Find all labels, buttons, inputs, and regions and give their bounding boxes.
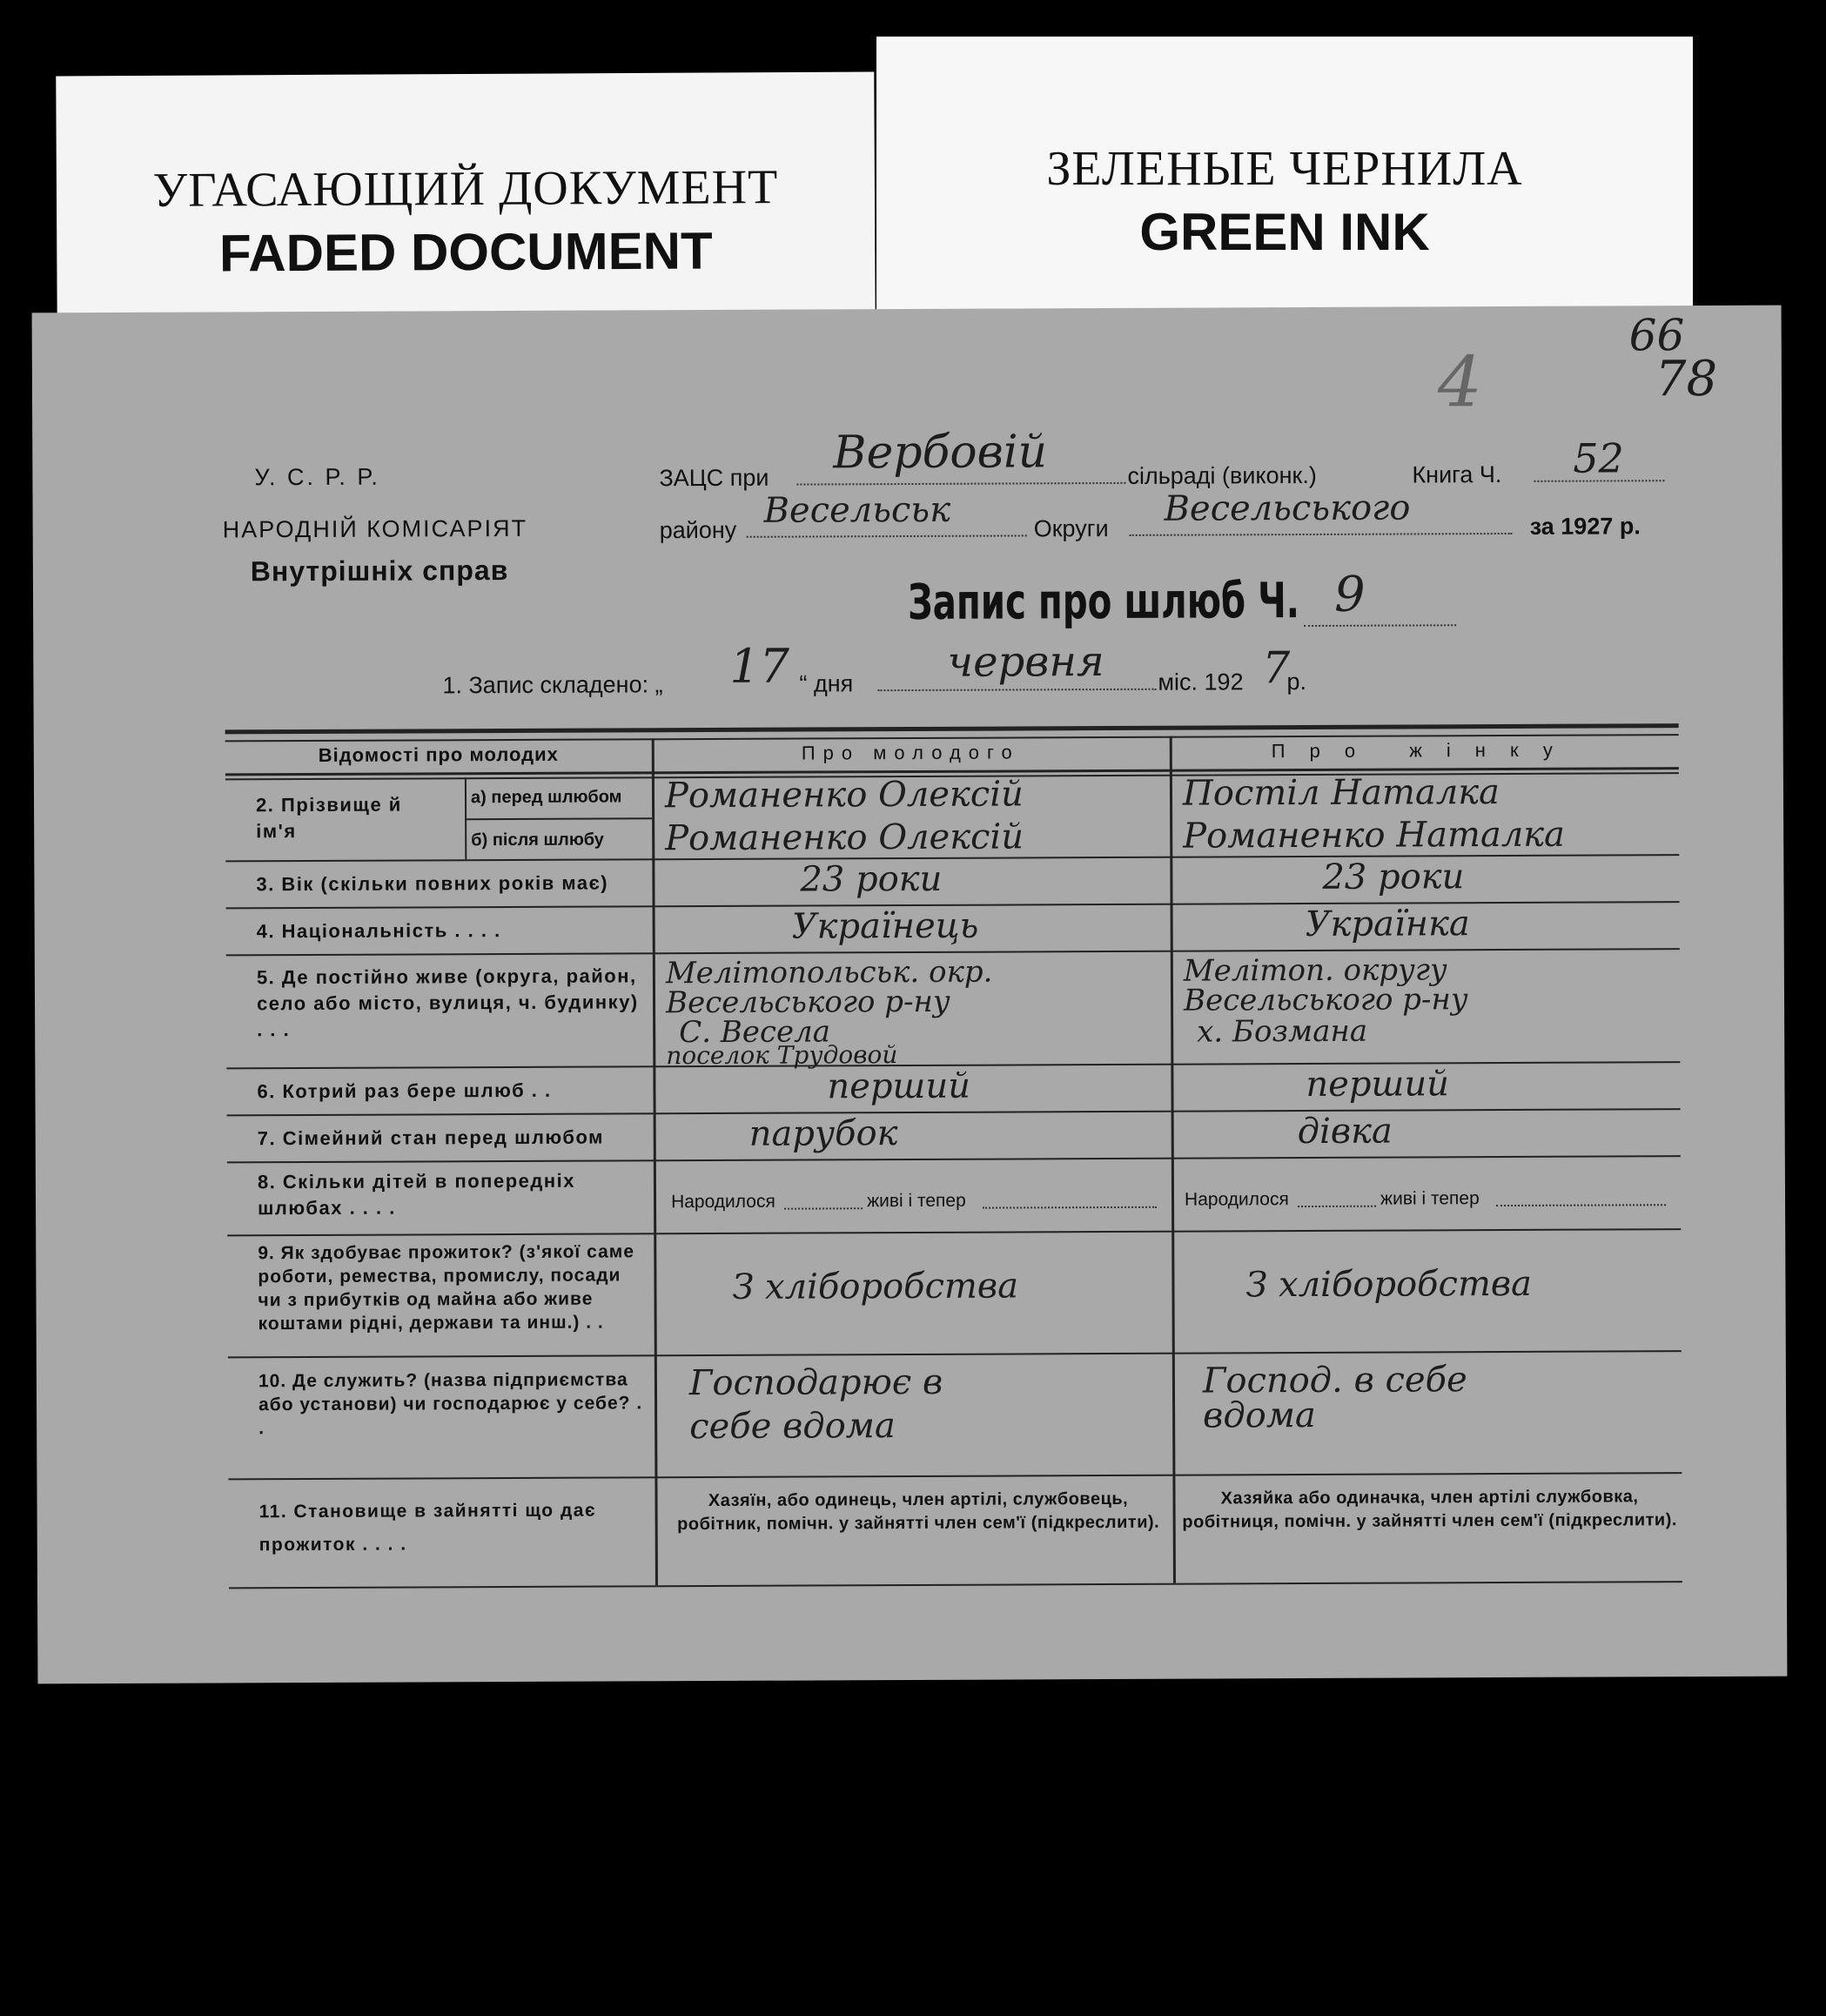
corner-mark-seventy-eight: 78 bbox=[1655, 350, 1718, 408]
okrug-value: Весельського bbox=[1164, 487, 1411, 529]
day-value: 17 bbox=[729, 638, 790, 694]
marriage-record-sheet bbox=[32, 306, 1788, 1684]
record-title: Запис про шлюб Ч. bbox=[907, 573, 1300, 632]
zags-label: ЗАЦС при bbox=[659, 464, 769, 492]
bride-employment-line1: Господ. в себе bbox=[1202, 1360, 1467, 1401]
row-marital-status-label: 7. Сімейний стан перед шлюбом bbox=[257, 1126, 604, 1150]
groom-residence-line3: С. Весела bbox=[679, 1014, 831, 1051]
council-label: сільраді (виконк.) bbox=[1127, 461, 1317, 489]
book-label: Книга Ч. bbox=[1412, 461, 1502, 488]
row-occupation-status-label: 11. Становище в зайнятті що дає прожиток . . . . bbox=[258, 1500, 597, 1556]
day-label: “ дня bbox=[799, 670, 854, 697]
row-marriage-count-label: 6. Котрий раз бере шлюб . . bbox=[257, 1079, 552, 1103]
label-green-en: GREEN INK bbox=[1139, 203, 1430, 261]
label-green-ru: ЗЕЛЕНЫЕ ЧЕРНИЛА bbox=[1046, 142, 1523, 196]
composed-label: 1. Запис складено: „ bbox=[442, 671, 663, 699]
faded-document-label bbox=[56, 72, 876, 329]
groom-employment-line1: Господарює в bbox=[688, 1361, 943, 1404]
green-ink-label bbox=[876, 37, 1693, 315]
column-header-info: Відомості про молодих bbox=[318, 743, 559, 766]
district-value: Весельськ bbox=[763, 489, 951, 531]
groom-residence-line1: Мелітопольськ. окр. bbox=[665, 954, 993, 991]
bride-marital-status: дівка bbox=[1297, 1111, 1393, 1152]
okrug-label: Округи bbox=[1033, 514, 1109, 542]
marriage-form-table bbox=[225, 723, 1683, 1665]
row-employment-label: 10. Де служить? (назва підприємства або установи) чи господарює у себе? . . bbox=[258, 1369, 643, 1439]
row-nationality-label: 4. Національність . . . . bbox=[256, 919, 501, 943]
zags-village: Вербовій bbox=[833, 426, 1048, 480]
corner-mark-four: 4 bbox=[1437, 341, 1483, 423]
year-digit: 7 bbox=[1262, 642, 1291, 694]
month-label: міс. 192 bbox=[1158, 669, 1244, 696]
district-label: району bbox=[659, 516, 737, 544]
groom-occupation-status: Хазяїн, або одинець, член артілі, службовець, робітник, помічн. у зайнятті член сем'ї (підкреслити). bbox=[677, 1488, 1160, 1535]
bride-residence-line2: Весельського р-ну bbox=[1183, 982, 1468, 1018]
bride-name-after: Романенко Наталка bbox=[1183, 814, 1566, 857]
month-value: червня bbox=[947, 637, 1104, 687]
label-faded-ru: УГАСАЮЩИЙ ДОКУМЕНТ bbox=[152, 160, 779, 218]
row-name-label: 2. Прізвище й ім'я bbox=[255, 793, 402, 843]
groom-employment-line2: себе вдома bbox=[689, 1406, 896, 1448]
row-residence-label: 5. Де постійно живе (округа, район, село або місто, вулиця, ч. будинку) . . . bbox=[256, 964, 639, 1041]
groom-age: 23 роки bbox=[800, 858, 943, 900]
groom-marital-status: парубок bbox=[749, 1113, 898, 1154]
row-name-after: б) після шлюбу bbox=[471, 830, 604, 850]
column-header-groom: Про молодого bbox=[801, 741, 1020, 764]
year-label: за 1927 р. bbox=[1529, 513, 1641, 540]
ussr-header: У. С. Р. Р. bbox=[254, 463, 380, 491]
bride-residence-line3: х. Бозмана bbox=[1197, 1013, 1368, 1050]
page-number: 66 bbox=[1628, 310, 1685, 361]
groom-children-alive: живі і тепер bbox=[866, 1190, 966, 1212]
row-name-before: а) перед шлюбом bbox=[470, 787, 622, 808]
groom-children-born: Народилося bbox=[670, 1191, 775, 1213]
bride-employment-line2: вдома bbox=[1203, 1394, 1316, 1436]
bride-children-alive: живі і тепер bbox=[1380, 1188, 1480, 1209]
bride-residence-line1: Мелітоп. округу bbox=[1183, 952, 1447, 989]
groom-livelihood: З хліборобства bbox=[732, 1266, 1019, 1307]
record-number: 9 bbox=[1333, 566, 1366, 623]
row-children-label: 8. Скільки дітей в попередніх шлюбах . . . . bbox=[257, 1169, 575, 1220]
bride-livelihood: З хліборобства bbox=[1245, 1263, 1533, 1306]
bride-occupation-status: Хазяйка або одиначка, член артілі службовка, робітниця, помічн. у зайнятті член сем'ї (підкреслити). bbox=[1182, 1487, 1677, 1532]
groom-marriage-count: перший bbox=[827, 1065, 971, 1107]
bride-nationality: Українка bbox=[1305, 904, 1470, 945]
bride-children-born: Народилося bbox=[1184, 1189, 1289, 1210]
department-header: Внутрішніх справ bbox=[250, 554, 509, 588]
row-livelihood-label: 9. Як здобуває прожиток? (з'якої саме роботи, ремества, промислу, посади чи з прибутків од майна або живе коштами рідні, держави та инш.) . . bbox=[258, 1241, 635, 1334]
bride-marriage-count: перший bbox=[1306, 1064, 1450, 1105]
groom-nationality: Українець bbox=[791, 905, 979, 947]
groom-name-after: Романенко Олексій bbox=[665, 816, 1024, 859]
column-header-bride: Про жінку bbox=[1271, 738, 1577, 763]
book-number: 52 bbox=[1573, 434, 1624, 482]
groom-name-before: Романенко Олексій bbox=[664, 774, 1024, 816]
label-faded-en: FADED DOCUMENT bbox=[218, 221, 713, 283]
groom-residence-line4: поселок Трудовой bbox=[666, 1040, 898, 1071]
year-suffix: р. bbox=[1286, 669, 1307, 696]
bride-age: 23 роки bbox=[1322, 857, 1465, 897]
groom-residence-line2: Весельського р-ну bbox=[665, 984, 950, 1021]
row-age-label: 3. Вік (скільки повних років має) bbox=[256, 871, 609, 896]
commissariat-header: НАРОДНІЙ КОМІСАРІЯТ bbox=[222, 514, 528, 543]
bride-name-before: Постіл Наталка bbox=[1182, 772, 1500, 814]
